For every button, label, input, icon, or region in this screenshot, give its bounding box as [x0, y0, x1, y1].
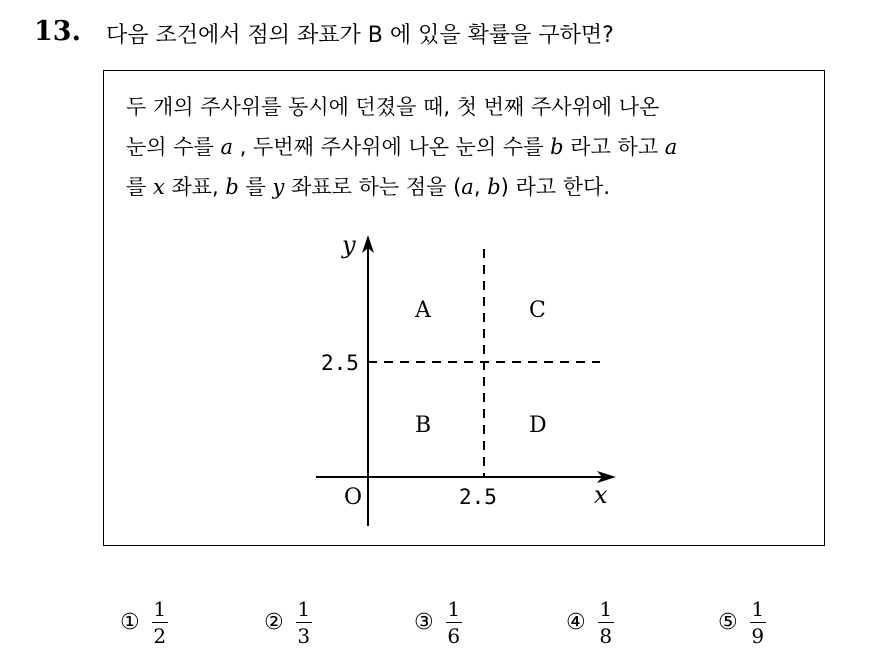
condition-box — [103, 70, 825, 546]
numerator: 1 — [599, 597, 613, 621]
region-a-label: A — [415, 298, 431, 323]
var-b: b — [550, 135, 564, 159]
fraction — [750, 598, 766, 647]
numerator: 1 — [153, 597, 167, 621]
var-a: a — [461, 175, 474, 199]
condition-line-3 — [126, 171, 610, 201]
text-segment: , 두번째 주사위에 나온 눈의 수를 — [233, 135, 551, 159]
text-segment: 를 — [126, 175, 153, 199]
coordinate-figure — [304, 221, 634, 531]
denominator: 6 — [447, 624, 461, 648]
choice-5[interactable] — [718, 598, 766, 647]
var-b: b — [225, 175, 239, 199]
fraction — [152, 598, 168, 647]
denominator: 8 — [599, 624, 613, 648]
region-b-label: B — [415, 413, 432, 438]
choice-2[interactable] — [264, 598, 312, 647]
text-segment: 좌표, — [164, 175, 226, 199]
choice-number: ② — [264, 610, 284, 635]
var-a: a — [664, 135, 678, 159]
numerator: 1 — [751, 597, 765, 621]
denominator: 9 — [751, 624, 765, 648]
condition-line-1: 두 개의 주사위를 동시에 던졌을 때, 첫 번째 주사위에 나온 — [126, 95, 660, 119]
condition-line-2 — [126, 131, 677, 161]
text-segment: , — [473, 175, 488, 199]
region-c-label: C — [529, 298, 546, 323]
choice-4[interactable] — [566, 598, 614, 647]
fraction — [446, 598, 462, 647]
answer-choices — [0, 598, 884, 653]
choice-number: ⑤ — [718, 610, 738, 635]
question-number: 13. — [34, 16, 81, 47]
choice-number: ① — [120, 610, 140, 635]
numerator: 1 — [447, 597, 461, 621]
fraction-bar — [296, 622, 312, 623]
numerator: 1 — [297, 597, 311, 621]
text-segment: 눈의 수를 — [126, 135, 221, 159]
origin-label: O — [344, 485, 363, 510]
var-y: y — [272, 175, 285, 199]
fraction — [296, 598, 312, 647]
y-tick-label: 2.5 — [321, 351, 359, 375]
var-a: a — [220, 135, 234, 159]
text-segment: ) 라고 한다. — [500, 175, 611, 199]
text-segment: 를 — [238, 175, 273, 199]
fraction-bar — [750, 622, 766, 623]
text-segment: 라고 하고 — [563, 135, 665, 159]
fraction — [598, 598, 614, 647]
text-segment: 좌표로 하는 점을 ( — [284, 175, 462, 199]
fraction-bar — [598, 622, 614, 623]
fraction-bar — [446, 622, 462, 623]
x-tick-label: 2.5 — [459, 485, 497, 509]
var-b: b — [487, 175, 501, 199]
var-x: x — [152, 175, 165, 199]
region-d-label: D — [529, 413, 547, 438]
choice-number: ④ — [566, 610, 586, 635]
question-text: 다음 조건에서 점의 좌표가 B 에 있을 확률을 구하면? — [106, 23, 614, 48]
choice-3[interactable] — [414, 598, 462, 647]
y-axis-label: y — [342, 231, 356, 259]
fraction-bar — [152, 622, 168, 623]
denominator: 3 — [297, 624, 311, 648]
choice-number: ③ — [414, 610, 434, 635]
choice-1[interactable] — [120, 598, 168, 647]
x-axis-label: x — [594, 481, 608, 509]
denominator: 2 — [153, 624, 167, 648]
